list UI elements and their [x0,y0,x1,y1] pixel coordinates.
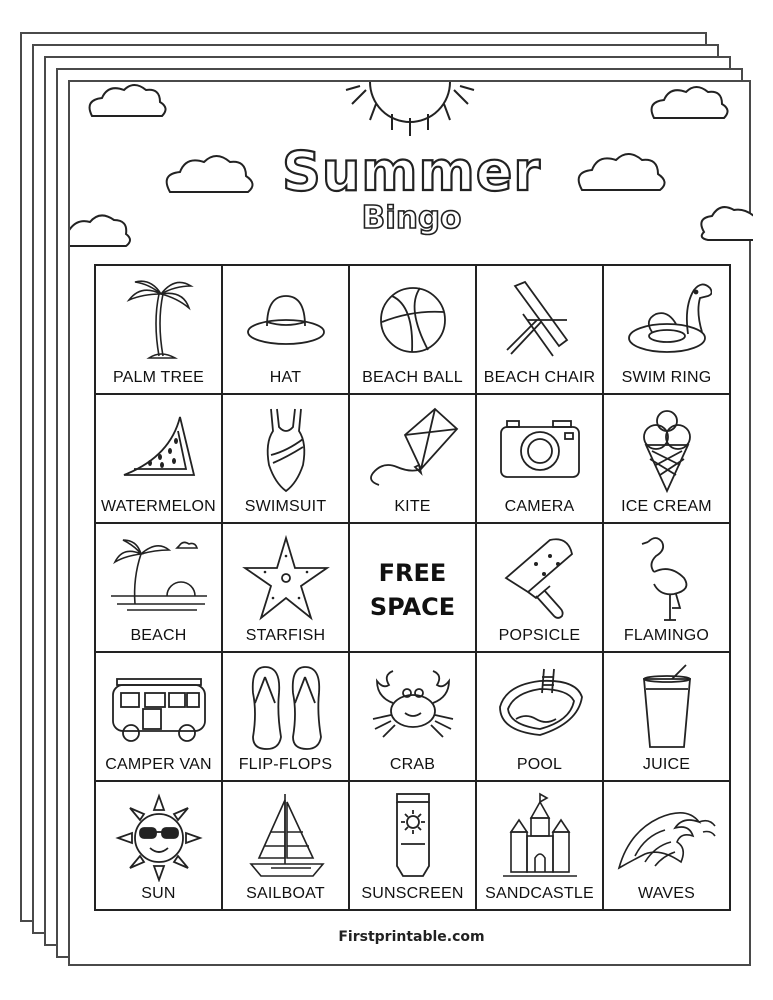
bingo-cell-sunscreen[interactable] [349,781,476,910]
title-block [70,142,753,236]
bingo-cell-popsicle[interactable] [476,523,603,652]
page-title: Summer [281,140,542,203]
bingo-cell-beach[interactable] [95,523,222,652]
sun-decoration-icon [346,82,474,136]
bingo-cell-beach-chair[interactable] [476,265,603,394]
cell-label: BEACH [130,627,187,644]
camper-van-icon [107,663,211,749]
cell-label: SANDCASTLE [485,885,594,902]
cell-label: KITE [394,498,431,515]
cell-label: WATERMELON [101,498,216,515]
juice-icon [632,663,702,753]
cell-label: FLIP-FLOPS [238,756,333,773]
cell-label: SUN [141,885,176,902]
cell-label: CRAB [389,756,436,773]
cell-label: HAT [269,369,302,386]
cell-label: BEACH BALL [362,369,463,386]
bingo-cell-sandcastle[interactable] [476,781,603,910]
bingo-cell-flamingo[interactable] [603,523,730,652]
bingo-cell-swimsuit[interactable] [222,394,349,523]
cell-label: FLAMINGO [623,627,710,644]
beach-chair-icon [497,276,583,362]
free-space-line1: FREE [378,559,447,587]
swim-ring-icon [622,276,712,362]
bingo-cell-sailboat[interactable] [222,781,349,910]
cell-label: PALM TREE [112,369,204,386]
bingo-card [68,80,751,966]
bingo-cell-crab[interactable] [349,652,476,781]
watermelon-icon [114,405,204,491]
flip-flops-icon [241,663,331,753]
swimsuit-icon [251,405,321,495]
sandcastle-icon [495,792,585,882]
starfish-icon [241,534,331,624]
cloud-icon [652,87,728,118]
pool-icon [492,663,588,749]
bingo-cell-free-space[interactable] [349,523,476,652]
bingo-cell-camera[interactable] [476,394,603,523]
footer-credit: Firstprintable.com [338,929,485,945]
hat-icon [241,276,331,362]
sunscreen-icon [383,792,443,882]
cell-label: ICE CREAM [621,498,712,515]
bingo-cell-watermelon[interactable] [95,394,222,523]
cell-label: STARFISH [245,627,326,644]
bingo-cell-waves[interactable] [603,781,730,910]
flamingo-icon [632,534,702,628]
cell-label: POOL [516,756,563,773]
page-subtitle: Bingo [361,200,462,236]
popsicle-icon [500,534,580,624]
bingo-cell-palm-tree[interactable] [95,265,222,394]
cell-label: POPSICLE [498,627,581,644]
cell-label: SWIM RING [621,369,712,386]
sun-icon [114,792,204,882]
sailboat-icon [241,792,331,882]
cell-label: WAVES [637,885,695,902]
waves-icon [615,792,719,878]
cell-label: CAMPER VAN [105,756,212,773]
cloud-icon [90,85,166,116]
bingo-cell-juice[interactable] [603,652,730,781]
cell-label: SWIMSUIT [244,498,327,515]
bingo-cell-sun[interactable] [95,781,222,910]
cell-label: JUICE [642,756,691,773]
cell-label: SUNSCREEN [361,885,464,902]
bingo-cell-swim-ring[interactable] [603,265,730,394]
beach-icon [107,534,211,620]
bingo-cell-beach-ball[interactable] [349,265,476,394]
bingo-cell-hat[interactable] [222,265,349,394]
cell-label: CAMERA [504,498,575,515]
bingo-cell-starfish[interactable] [222,523,349,652]
bingo-cell-camper-van[interactable] [95,652,222,781]
palm-tree-icon [119,276,199,362]
bingo-cell-flip-flops[interactable] [222,652,349,781]
beach-ball-icon [370,276,456,362]
kite-icon [363,405,463,491]
free-space-line2: SPACE [369,593,456,621]
bingo-cell-pool[interactable] [476,652,603,781]
bingo-cell-kite[interactable] [349,394,476,523]
bingo-grid [94,264,731,911]
cell-label: SAILBOAT [246,885,325,902]
free-space-label [350,556,475,624]
cell-label: BEACH CHAIR [483,369,596,386]
ice-cream-icon [632,405,702,495]
crab-icon [363,663,463,749]
bingo-cell-ice-cream[interactable] [603,394,730,523]
camera-icon [495,405,585,491]
